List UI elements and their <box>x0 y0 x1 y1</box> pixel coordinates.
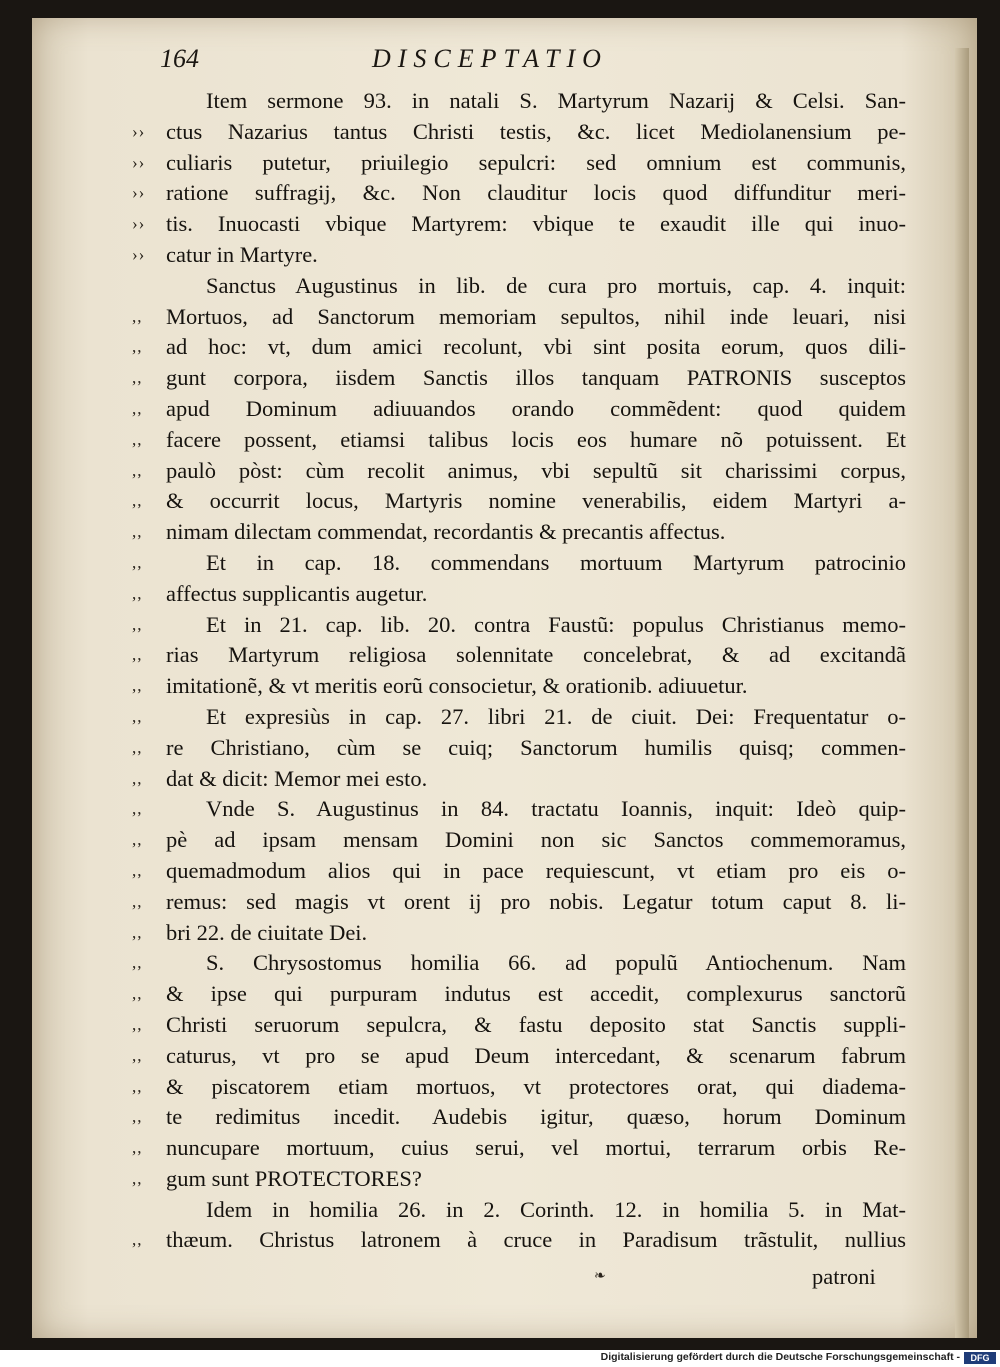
line-text: & piscatorem etiam mortuos, vt protectores orat, qui diadema- <box>166 1073 906 1099</box>
footer-bar <box>0 1350 1000 1367</box>
text-line <box>132 209 922 240</box>
text-line <box>132 1164 922 1195</box>
quotation-mark: ,, <box>132 522 143 542</box>
quotation-mark: ,, <box>132 1107 143 1127</box>
text-line <box>132 1225 922 1256</box>
text-line <box>132 671 922 702</box>
text-line <box>132 148 922 179</box>
text-line <box>132 394 922 425</box>
line-text: & occurrit locus, Martyris nomine venerabilis, eidem Martyri a- <box>166 488 906 514</box>
ornament-mark: ❧ <box>594 1269 606 1284</box>
line-text: tis. Inuocasti vbique Martyrem: vbique te exaudit ille qui inuo- <box>166 211 906 237</box>
text-line <box>132 918 922 949</box>
quotation-mark: ,, <box>132 460 143 480</box>
line-text: rias Martyrum religiosa solennitate concelebrat, & ad excitandã <box>166 642 906 668</box>
quotation-mark: ,, <box>132 429 143 449</box>
line-text: gunt corpora, iisdem Sanctis illos tanquam PATRONIS susceptos <box>166 365 906 391</box>
line-text: affectus supplicantis augetur. <box>166 580 428 606</box>
text-line <box>132 240 922 271</box>
quotation-mark: ,, <box>132 491 143 511</box>
line-text: Idem in homilia 26. in 2. Corinth. 12. in homilia 5. in Mat- <box>206 1196 906 1222</box>
text-line <box>132 332 922 363</box>
line-text: pè ad ipsam mensam Domini non sic Sanctos commemoramus, <box>166 827 906 853</box>
line-text: gum sunt PROTECTORES? <box>166 1165 422 1191</box>
quotation-mark: ,, <box>132 1076 143 1096</box>
line-text: Christi seruorum sepulcra, & fastu deposito stat Sanctis suppli- <box>166 1011 906 1037</box>
text-line <box>132 764 922 795</box>
quotation-mark: ,, <box>132 1230 143 1250</box>
quotation-mark: ,, <box>132 368 143 388</box>
text-line <box>132 1041 922 1072</box>
quotation-mark: ,, <box>132 1045 143 1065</box>
line-text: remus: sed magis vt orent ij pro nobis. Legatur totum caput 8. li- <box>166 888 906 914</box>
text-line <box>132 887 922 918</box>
line-text: Sanctus Augustinus in lib. de cura pro mortuis, cap. 4. inquit: <box>206 272 906 298</box>
quotation-mark: ›› <box>132 244 146 264</box>
quotation-mark: ›› <box>132 183 146 203</box>
quotation-mark: ,, <box>132 984 143 1004</box>
line-text: caturus, vt pro se apud Deum intercedant, & scenarum fabrum <box>166 1042 906 1068</box>
line-text: & ipse qui purpuram indutus est accedit, complexurus sanctorũ <box>166 981 906 1007</box>
text-line <box>132 425 922 456</box>
line-text: catur in Martyre. <box>166 241 318 267</box>
text-line <box>132 302 922 333</box>
line-text: culiaris putetur, priuilegio sepulcri: sed omnium est communis, <box>166 149 906 175</box>
text-block <box>132 86 922 1256</box>
catchword: patroni <box>812 1264 876 1289</box>
text-line <box>132 640 922 671</box>
quotation-mark: ,, <box>132 799 143 819</box>
quotation-mark: ,, <box>132 676 143 696</box>
line-text: ad hoc: vt, dum amici recolunt, vbi sint posita eorum, quos dili- <box>166 334 906 360</box>
quotation-mark: ›› <box>132 121 146 141</box>
quotation-mark: ,, <box>132 1014 143 1034</box>
quotation-mark: ,, <box>132 614 143 634</box>
line-text: Et in cap. 18. commendans mortuum Martyrum patrocinio <box>206 549 906 575</box>
quotation-mark: ,, <box>132 922 143 942</box>
line-text: nuncupare mortuum, cuius serui, vel mortui, terrarum orbis Re- <box>166 1135 906 1161</box>
running-title: DISCEPTATIO <box>372 44 608 73</box>
quotation-mark: ,, <box>132 583 143 603</box>
page-edge <box>955 48 969 1338</box>
text-line <box>132 579 922 610</box>
text-line <box>132 486 922 517</box>
text-line <box>132 610 922 641</box>
text-line <box>132 1133 922 1164</box>
text-line <box>132 1072 922 1103</box>
text-line <box>132 178 922 209</box>
line-text: Vnde S. Augustinus in 84. tractatu Ioannis, inquit: Ideò quip- <box>206 796 906 822</box>
page-header <box>160 44 720 80</box>
text-line <box>132 825 922 856</box>
line-text: quemadmodum alios qui in pace requiescunt, vt etiam pro eis o- <box>166 857 906 883</box>
line-text: Item sermone 93. in natali S. Martyrum Nazarij & Celsi. San- <box>206 88 906 113</box>
quotation-mark: ,, <box>132 706 143 726</box>
text-line <box>132 117 922 148</box>
quotation-mark: ,, <box>132 891 143 911</box>
line-text: re Christiano, cùm se cuiq; Sanctorum humilis quisq; commen- <box>166 734 906 760</box>
text-line <box>132 517 922 548</box>
quotation-mark: ,, <box>132 1138 143 1158</box>
line-text: Et expresiùs in cap. 27. libri 21. de ciuit. Dei: Frequentatur o- <box>206 703 906 729</box>
quotation-mark: ,, <box>132 1168 143 1188</box>
text-line <box>132 363 922 394</box>
text-line <box>132 702 922 733</box>
line-text: S. Chrysostomus homilia 66. ad populũ Antiochenum. Nam <box>206 950 906 976</box>
text-line <box>132 856 922 887</box>
folio-number: 164 <box>160 44 199 73</box>
line-text: te redimitus incedit. Audebis igitur, quæso, horum Dominum <box>166 1104 906 1130</box>
quotation-mark: ›› <box>132 152 146 172</box>
line-text: thæum. Christus latronem à cruce in Paradisum trãstulit, nullius <box>166 1227 906 1253</box>
line-text: imitationẽ, & vt meritis eorũ consocietur, & orationib. adiuuetur. <box>166 673 748 699</box>
quotation-mark: ›› <box>132 214 146 234</box>
funding-credit: Digitalisierung gefördert durch die Deutsche Forschungsgemeinschaft - <box>600 1351 960 1363</box>
line-text: paulò pòst: cùm recolit animus, vbi sepultũ sit charissimi corpus, <box>166 457 906 483</box>
text-line <box>132 456 922 487</box>
text-line <box>132 794 922 825</box>
quotation-mark: ,, <box>132 306 143 326</box>
line-text: apud Dominum adiuuandos orando commẽdent: quod quidem <box>166 395 906 421</box>
text-line <box>132 1195 922 1226</box>
quotation-mark: ,, <box>132 552 143 572</box>
quotation-mark: ,, <box>132 953 143 973</box>
quotation-mark: ,, <box>132 860 143 880</box>
text-line <box>132 733 922 764</box>
quotation-mark: ,, <box>132 398 143 418</box>
text-line <box>132 271 922 302</box>
line-text: facere possent, etiamsi talibus locis eos humare nõ potuissent. Et <box>166 426 906 452</box>
line-text: bri 22. de ciuitate Dei. <box>166 919 368 945</box>
quotation-mark: ,, <box>132 337 143 357</box>
quotation-mark: ,, <box>132 645 143 665</box>
quotation-mark: ,, <box>132 768 143 788</box>
text-line <box>132 948 922 979</box>
text-line <box>132 86 922 117</box>
line-text: dat & dicit: Memor mei esto. <box>166 765 428 791</box>
quotation-mark: ,, <box>132 830 143 850</box>
line-text: ratione suffragij, &c. Non clauditur locis quod diffunditur meri- <box>166 180 906 206</box>
line-text: nimam dilectam commendat, recordantis & precantis affectus. <box>166 519 726 545</box>
line-text: Mortuos, ad Sanctorum memoriam sepultos, nihil inde leuari, nisi <box>166 303 906 329</box>
text-line <box>132 979 922 1010</box>
line-text: ctus Nazarius tantus Christi testis, &c. licet Mediolanensium pe- <box>166 118 906 144</box>
quotation-mark: ,, <box>132 737 143 757</box>
text-line <box>132 548 922 579</box>
text-line <box>132 1010 922 1041</box>
dfg-logo: DFG <box>964 1352 996 1364</box>
line-text: Et in 21. cap. lib. 20. contra Faustũ: populus Christianus memo- <box>206 611 906 637</box>
text-line <box>132 1102 922 1133</box>
